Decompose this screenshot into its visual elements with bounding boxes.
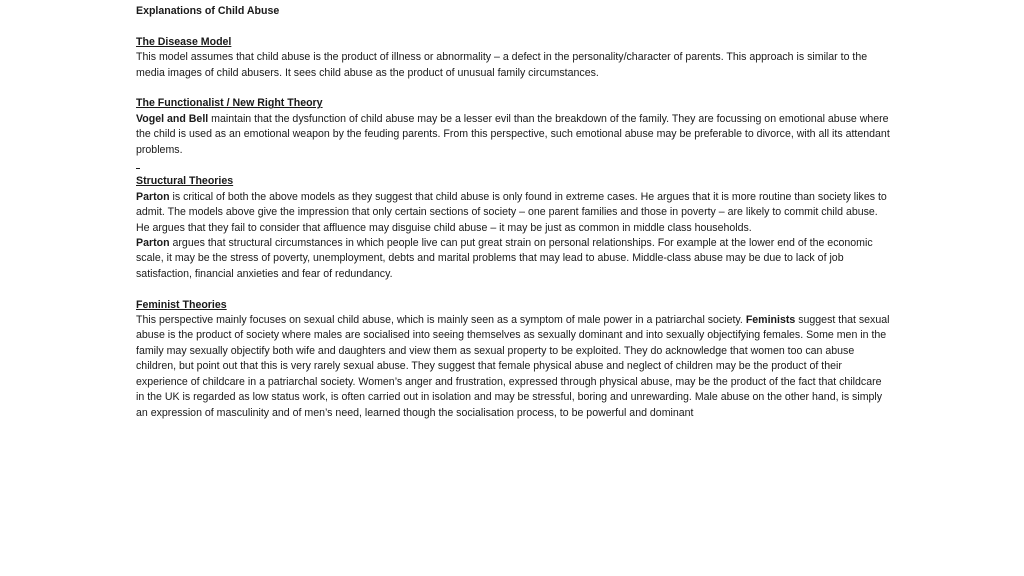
section-heading-functionalist: The Functionalist / New Right Theory <box>136 97 323 110</box>
section-disease-model <box>136 35 892 81</box>
author-name-parton-2: Parton <box>136 237 170 250</box>
paragraph-feminist-text-2: suggest that sexual abuse is the product of society where males are socialised into seeing themselves as sexually dominant and into sexually objectifying females. Some men in the family may sexually objectify both wife and daughters and view them as sexual property to be exploited. They do acknowledge that women too can abuse children, but point out that this is very rarely sexual abuse. They suggest that female physical abuse and neglect of children may be the product of their experience of childcare in a patriarchal society. Women’s anger and frustration, expressed through physical abuse, may be the product of the fact that childcare in the UK is regarded as low status work, is often carried out in isolation and may be stressful, boring and unrewarding. Male abuse on the other hand, is simply an expression of masculinity and of men’s need, learned though the socialisation process, to be powerful and dominant <box>136 314 890 419</box>
document-page <box>136 4 892 421</box>
paragraph-structural-2 <box>136 236 892 282</box>
section-structural-theories <box>136 174 892 282</box>
paragraph-feminist-text-1: This perspective mainly focuses on sexual child abuse, which is mainly seen as a symptom of male power in a patriarchal society. <box>136 314 746 327</box>
paragraph-functionalist <box>136 112 892 158</box>
paragraph-structural-1 <box>136 190 892 236</box>
section-feminist-theories <box>136 298 892 421</box>
paragraph-disease-model: This model assumes that child abuse is the product of illness or abnormality – a defect in the personality/character of parents. This approach is similar to the media images of child abusers. It sees child abuse as the product of unusual family circumstances. <box>136 51 868 79</box>
paragraph-functionalist-text: maintain that the dysfunction of child abuse may be a lesser evil than the breakdown of the family. They are focussing on emotional abuse where the child is used as an emotional weapon by the feuding parents. From this perspective, such emotional abuse may be preferable to divorce, with all its attendant problems. <box>136 112 890 156</box>
document-title: Explanations of Child Abuse <box>136 5 280 17</box>
paragraph-structural-2-text: argues that structural circumstances in which people live can put great strain on personal relationships. For example at the lower end of the economic scale, it may be the stress of poverty, unemployment, debts and marital problems that may lead to abuse. Middle-class abuse may be due to lack of job satisfaction, financial anxieties and fear of redundancy. <box>136 237 873 280</box>
section-heading-disease-model: The Disease Model <box>136 35 232 48</box>
author-name-feminists: Feminists <box>745 314 796 327</box>
section-heading-structural: Structural Theories <box>136 175 234 188</box>
paragraph-structural-1-text: is critical of both the above models as they suggest that child abuse is only found in extreme cases. He argues that it is more routine than society likes to admit. The models above give the impression that only certain sections of society – one parent families and those in poverty – are likely to commit child abuse. He argues that they fail to consider that affluence may disguise child abuse – it may be just as common in middle class households. <box>136 190 887 234</box>
section-functionalist-theory <box>136 96 892 169</box>
paragraph-feminist <box>136 313 892 421</box>
stray-underline-mark <box>136 162 140 169</box>
author-name-parton-1: Parton <box>136 190 170 203</box>
section-heading-feminist: Feminist Theories <box>136 298 227 311</box>
author-names-vogel-bell: Vogel and Bell <box>136 112 209 125</box>
